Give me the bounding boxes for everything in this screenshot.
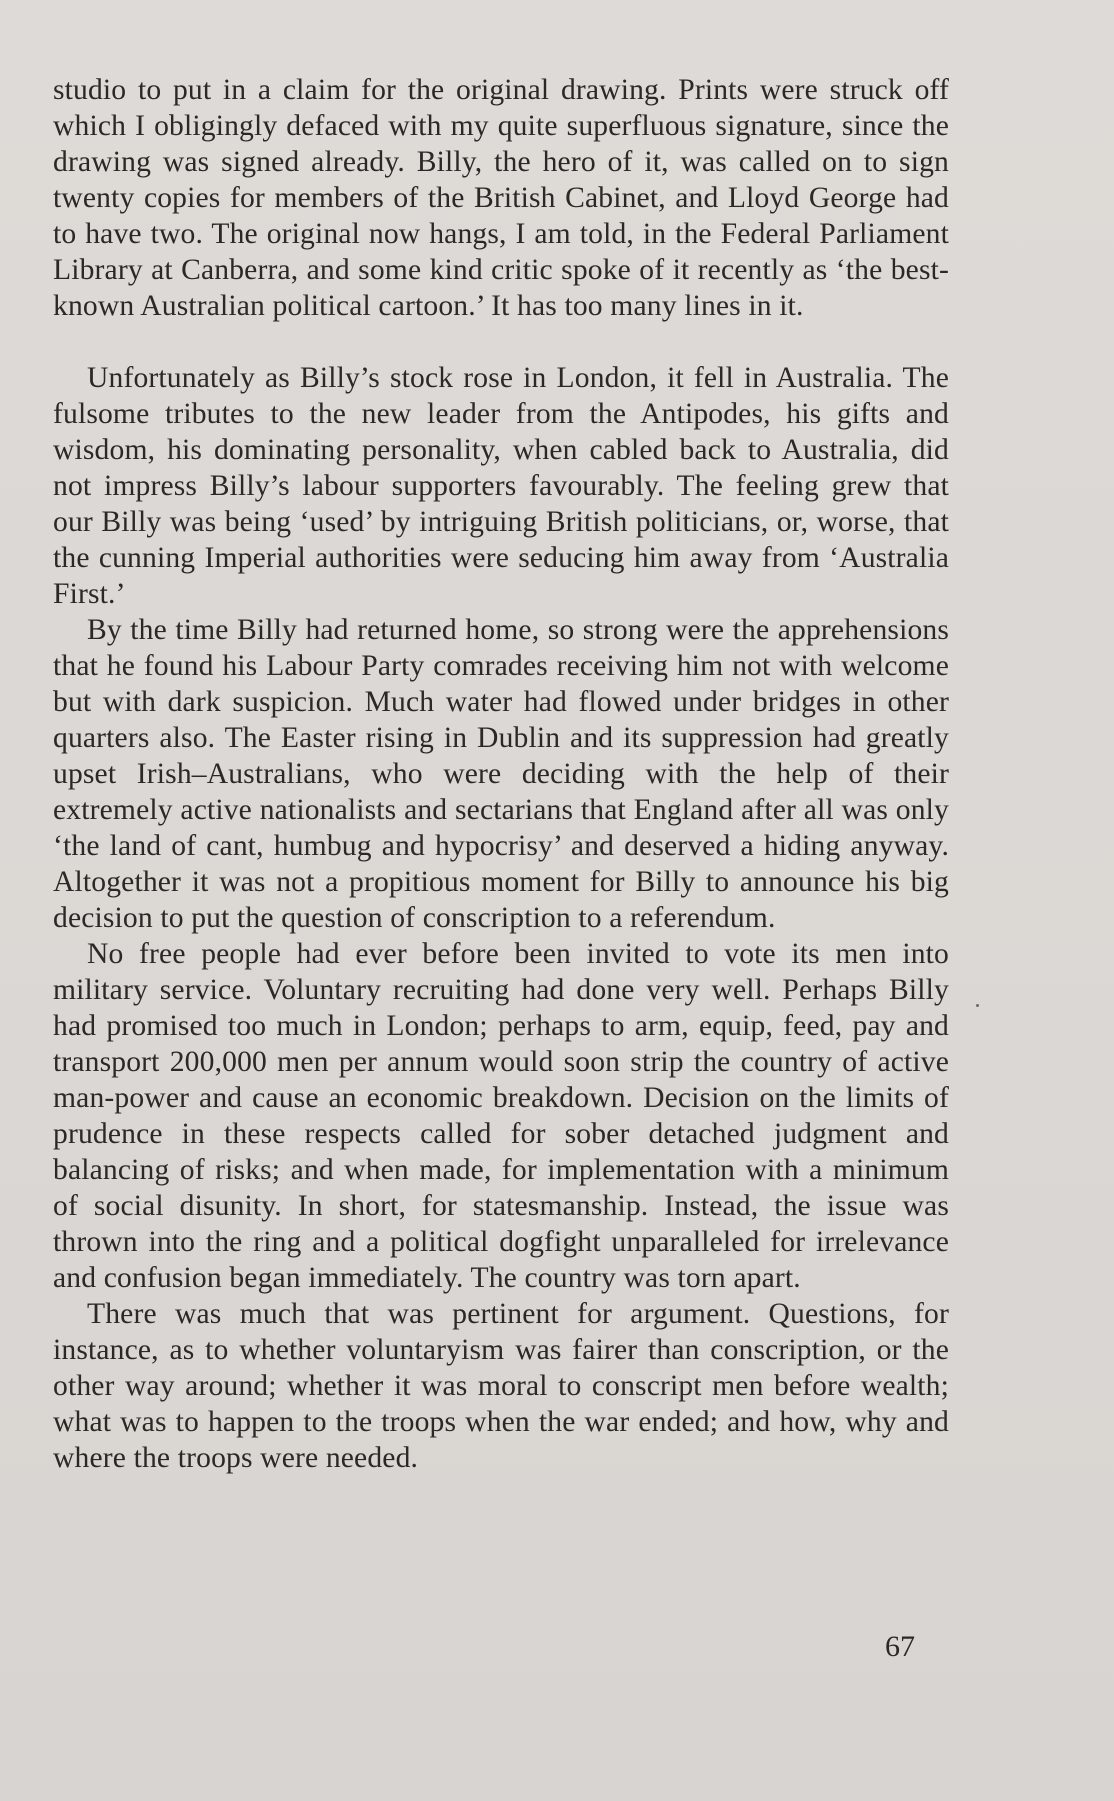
paragraph: There was much that was pertinent for argument. Questions, for instance, as to whether voluntaryism was fairer than conscription, or the other way around; whether it was moral to conscript men before wealth; what was to happen to the troops when the war ended; and how, why and where the troops were needed. [53, 1298, 949, 1474]
body-text [53, 72, 949, 1476]
paragraph: Unfortunately as Billy’s stock rose in London, it fell in Australia. The fulsome tributes to the new leader from the Antipodes, his gifts and wisdom, his dominating personality, when cabled back to Australia, did not impress Billy’s labour supporters favourably. The feeling grew that our Billy was being ‘used’ by intriguing British politicians, or, worse, that the cunning Imperial authorities were seducing him away from ‘Australia First.’ [53, 362, 949, 610]
paragraph: No free people had ever before been invited to vote its men into military service. Voluntary recruiting had done very well. Perhaps Billy had promised too much in London; perhaps to arm, equip, feed, pay and transport 200,000 men per annum would soon strip the country of active man-power and cause an economic breakdown. Decision on the limits of prudence in these respects called for sober detached judgment and balancing of risks; and when made, for implementation with a minimum of social disunity. In short, for statesmanship. Instead, the issue was thrown into the ring and a political dogfight unparalleled for irrelevance and confusion began immediately. The country was torn apart. [53, 938, 949, 1294]
paragraph: By the time Billy had returned home, so strong were the apprehensions that he found his Labour Party comrades receiving him not with welcome but with dark suspicion. Much water had flowed under bridges in other quarters also. The Easter rising in Dublin and its suppression had greatly upset Irish–Australians, who were deciding with the help of their extremely active nationalists and sectarians that England after all was only ‘the land of cant, humbug and hypocrisy’ and deserved a hiding anyway. Altogether it was not a propitious moment for Billy to announce his big decision to put the question of conscription to a referendum. [53, 614, 949, 934]
paragraph-continued: studio to put in a claim for the original drawing. Prints were struck off which I obligingly defaced with my quite superfluous signature, since the drawing was signed already. Billy, the hero of it, was called on to sign twenty copies for members of the British Cabinet, and Lloyd George had to have two. The original now hangs, I am told, in the Federal Parliament Library at Canberra, and some kind critic spoke of it recently as ‘the best-known Australian political cartoon.’ It has too many lines in it. [53, 74, 949, 322]
page-number: 67 [885, 1630, 915, 1663]
paper-speck [976, 1004, 979, 1007]
